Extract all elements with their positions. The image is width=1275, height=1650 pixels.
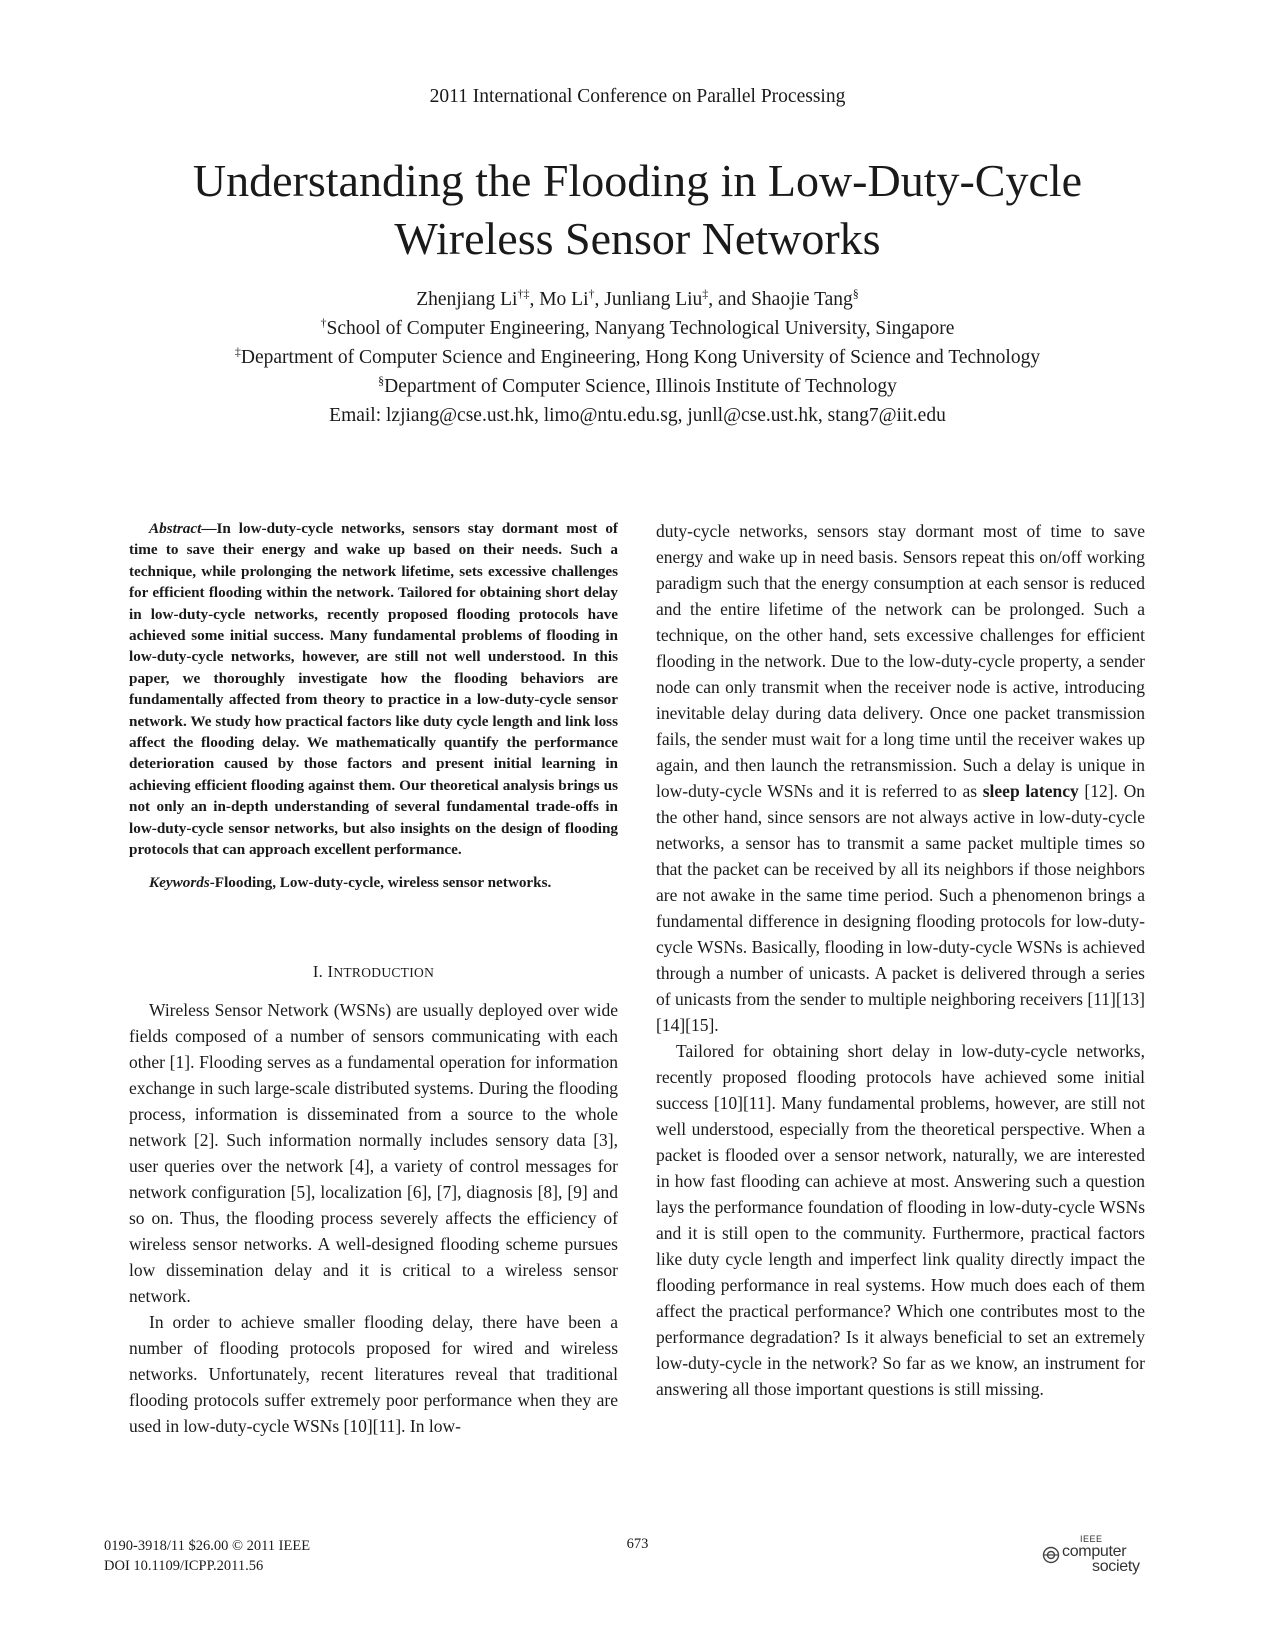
author-name: Zhenjiang Li (416, 289, 518, 310)
title-line-2: Wireless Sensor Networks (394, 213, 881, 264)
title-line-1: Understanding the Flooding in Low-Duty-Cycle (192, 155, 1083, 206)
author-mark: § (852, 286, 859, 301)
keywords-text: -Flooding, Low-duty-cycle, wireless sensor networks. (209, 873, 552, 891)
section-heading-introduction: I. INTRODUCTION (312, 961, 435, 981)
right-column (656, 518, 1145, 1402)
author-name: , Junliang Liu (594, 289, 703, 310)
page-number: 673 (626, 1536, 649, 1552)
keywords (129, 872, 618, 893)
logo-computer-text: computer (1062, 1543, 1127, 1560)
left-column (129, 518, 618, 1439)
abstract (129, 518, 618, 861)
affiliation-2: ‡Department of Computer Science and Engineering, Hong Kong University of Science and Technology (234, 344, 1041, 368)
author-name: , Mo Li (529, 289, 589, 310)
conference-header: 2011 International Conference on Parallel Processing (429, 86, 846, 107)
author-name: , and Shaojie Tang (708, 289, 853, 310)
author-block (0, 285, 1275, 430)
logo-ieee-text: IEEE (1080, 1534, 1103, 1544)
abstract-lead: Abstract (149, 520, 202, 537)
intro-paragraph-2: In order to achieve smaller flooding delay, there have been a number of flooding protocols proposed for wired and wireless networks. Unfortunately, recent literatures reveal that traditional flooding protocols suffer extremely poor performance when they are used in low-duty-cycle WSNs [10][11]. In low- (129, 1311, 618, 1436)
intro-paragraph-3: duty-cycle networks, sensors stay dormant most of time to save energy and wake up in need basis. Sensors repeat this on/off working paradigm such that the energy consumption at each sensor is reduced and the entire lifetime of the network can be prolonged. Such a technique, on the other hand, sets excessive challenges for efficient flooding in the network. Due to the low-duty-cycle property, a sender node can only transmit when the receiver node is active, introducing inevitable delay during data delivery. Once one packet transmission fails, the sender must wait for a long time until the receiver wakes up again, and then launch the retransmission. Such a delay is unique in low-duty-cycle WSNs and it is referred to as sleep latency [12]. On the other hand, since sensors are not always active in low-duty-cycle networks, a sensor has to transmit a same packet multiple times so that the packet can be received by all its neighbors if those neighbors are not awake in the same time period. Such a phenomenon brings a fundamental difference in designing flooding protocols for low-duty-cycle WSNs. Basically, flooding in low-duty-cycle WSNs is achieved through a number of unicasts. A packet is delivered through a series of unicasts from the sender to multiple neighboring receivers [11][13][14][15]. (656, 521, 1145, 1035)
affiliation-1: †School of Computer Engineering, Nanyang Technological University, Singapore (320, 315, 955, 339)
intro-paragraph-1: Wireless Sensor Network (WSNs) are usually deployed over wide fields composed of a number of sensors communicating with each other [1]. Flooding serves as a fundamental operation for information exchange in such large-scale distributed systems. During the flooding process, information is disseminated from a source to the whole network [2]. Such information normally includes sensory data [3], user queries over the network [4], a variety of control messages for network configuration [5], localization [6], [7], diagnosis [8], [9] and so on. Thus, the flooding process severely affects the efficiency of wireless sensor networks. A well-designed flooding scheme pursues low dissemination delay and it is critical to a wireless sensor network. (129, 999, 618, 1306)
keywords-lead: Keywords (149, 873, 210, 891)
author-mark: † (588, 286, 595, 301)
doi-line: DOI 10.1109/ICPP.2011.56 (104, 1558, 264, 1574)
author-emails: Email: lzjiang@cse.ust.hk, limo@ntu.edu.sg, junll@cse.ust.hk, stang7@iit.edu (329, 405, 946, 426)
sleep-latency-term: sleep latency (982, 781, 1079, 801)
intro-paragraph-4: Tailored for obtaining short delay in low-duty-cycle networks, recently proposed flooding protocols have achieved some initial success [10][11]. Many fundamental problems, however, are still not well understood, especially from the theoretical perspective. When a packet is flooded over a sensor network, naturally, we are interested in how fast flooding can achieve at most. Answering such a question lays the performance foundation of flooding in low-duty-cycle WSNs and it is still open to the community. Furthermore, practical factors like duty cycle length and imperfect link quality directly impact the flooding performance in real systems. How much does each of them affect the practical performance? Which one contributes most to the performance degradation? Is it always beneficial to set an extremely low-duty-cycle in the network? So far as we know, an instrument for answering all those important questions is still missing. (656, 1041, 1145, 1399)
author-list (0, 285, 1275, 314)
logo-society-text: society (1092, 1558, 1140, 1575)
paper-title (0, 152, 1275, 268)
abstract-text: —In low-duty-cycle networks, sensors stay dormant most of time to save their energy and wake up based on their needs. Such a technique, while prolonging the network lifetime, sets excessive challenges for efficient flooding within the network. Tailored for obtaining short delay in low-duty-cycle networks, recently proposed flooding protocols have achieved some initial success. Many fundamental problems of flooding in low-duty-cycle networks, however, are still not well understood. In this paper, we thoroughly investigate how the flooding behaviors are fundamentally affected from theory to practice in a low-duty-cycle sensor network. We study how practical factors like duty cycle length and link loss affect the flooding delay. We mathematically quantify the performance deterioration caused by those factors and present initial learning in achieving efficient flooding against them. Our theoretical analysis brings us not only an in-depth understanding of several fundamental trade-offs in low-duty-cycle sensor networks, but also insights on the design of flooding protocols that can approach excellent performance. (129, 520, 618, 859)
affiliation-3: §Department of Computer Science, Illinois Institute of Technology (378, 373, 897, 397)
author-mark: ‡ (702, 286, 709, 301)
author-mark: †‡ (517, 286, 530, 301)
logo-mark-icon (1042, 1546, 1060, 1564)
copyright-line: 0190-3918/11 $26.00 © 2011 IEEE (104, 1538, 311, 1554)
ieee-computer-society-logo (1040, 1536, 1160, 1580)
